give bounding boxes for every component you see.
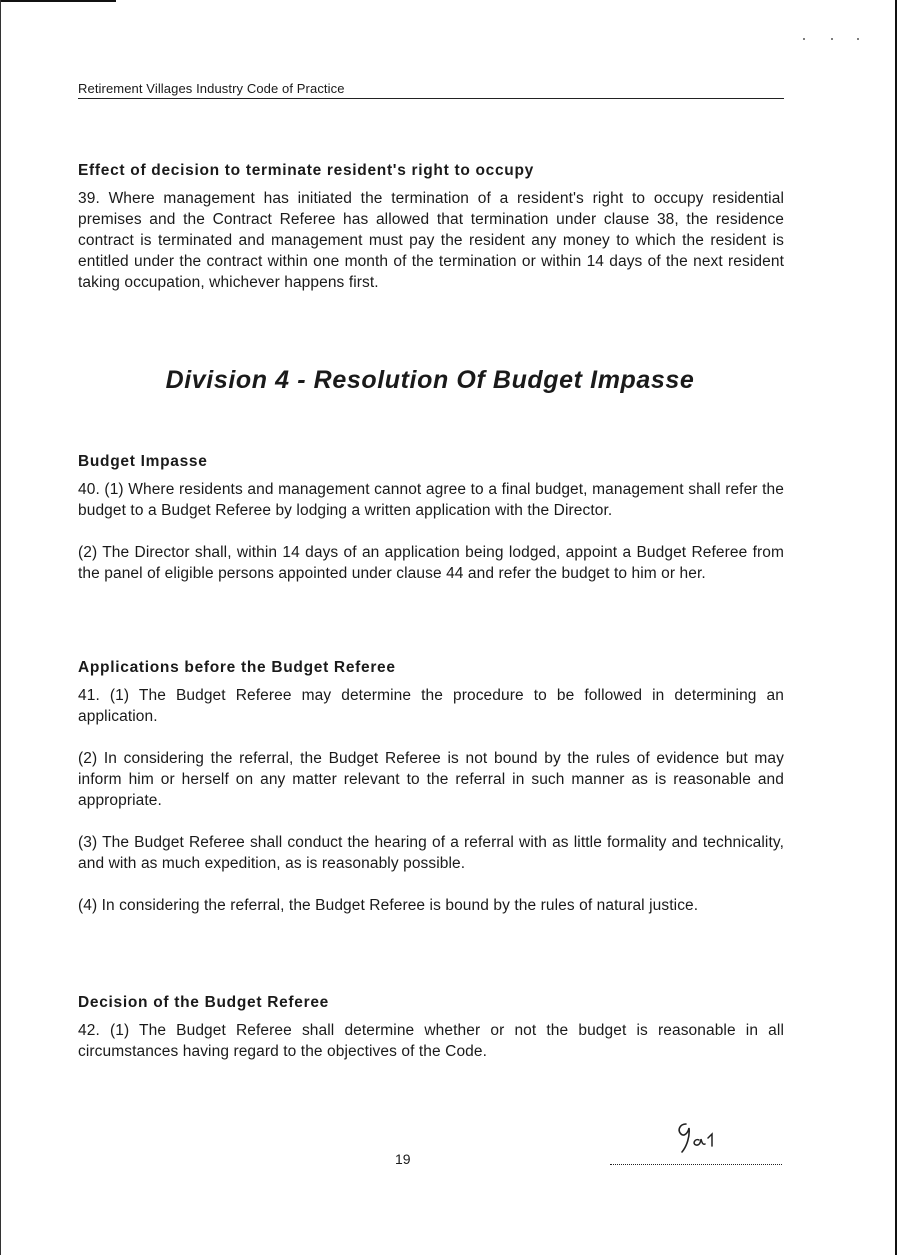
section-decision: [78, 994, 784, 1062]
running-header: Retirement Villages Industry Code of Practice: [78, 81, 345, 96]
section-heading: Applications before the Budget Referee: [78, 659, 396, 676]
scan-speck: [857, 38, 859, 40]
signature-line: [610, 1164, 782, 1165]
section-heading: Budget Impasse: [78, 453, 208, 470]
handwritten-initials: [672, 1118, 728, 1158]
clause-42-1: 42. (1) The Budget Referee shall determine whether or not the budget is reasonable in all circumstances having regard to the objectives of the Code.: [78, 1022, 784, 1060]
scan-edge-right: [895, 0, 897, 1255]
section-budget-impasse: [78, 453, 784, 584]
clause-40-2: (2) The Director shall, within 14 days of an application being lodged, appoint a Budget Referee from the panel of eligible persons appointed under clause 44 and refer the budget to him or her.: [78, 544, 784, 582]
scan-edge-left: [0, 0, 1, 1255]
scan-speck: [831, 38, 833, 40]
clause-41-2: (2) In considering the referral, the Budget Referee is not bound by the rules of evidence but may inform him or herself on any matter relevant to the referral in such manner as is reasonable and appropriate.: [78, 750, 784, 809]
clause-39: 39. Where management has initiated the termination of a resident's right to occupy residential premises and the Contract Referee has allowed that termination under clause 38, the residence contract is terminated and management must pay the resident any money to which the resident is entitled under the contract within one month of the termination or within 14 days of the next resident taking occupation, whichever happens first.: [78, 190, 784, 291]
section-effect-of-decision: [78, 162, 784, 293]
page-number: 19: [395, 1151, 411, 1167]
section-heading: Decision of the Budget Referee: [78, 994, 329, 1011]
clause-41-3: (3) The Budget Referee shall conduct the hearing of a referral with as little formality and technicality, and with as much expedition, as is reasonably possible.: [78, 834, 784, 872]
header-rule: [78, 98, 784, 99]
division-title: Division 4 - Resolution Of Budget Impasse: [165, 366, 695, 394]
clause-41-4: (4) In considering the referral, the Budget Referee is bound by the rules of natural justice.: [78, 897, 699, 914]
section-heading: Effect of decision to terminate resident's right to occupy: [78, 162, 534, 179]
scan-speck: [803, 38, 805, 40]
clause-40-1: 40. (1) Where residents and management cannot agree to a final budget, management shall refer the budget to a Budget Referee by lodging a written application with the Director.: [78, 481, 784, 519]
section-applications: [78, 659, 784, 916]
clause-41-1: 41. (1) The Budget Referee may determine the procedure to be followed in determining an application.: [78, 687, 784, 725]
scan-edge-top: [0, 0, 116, 2]
